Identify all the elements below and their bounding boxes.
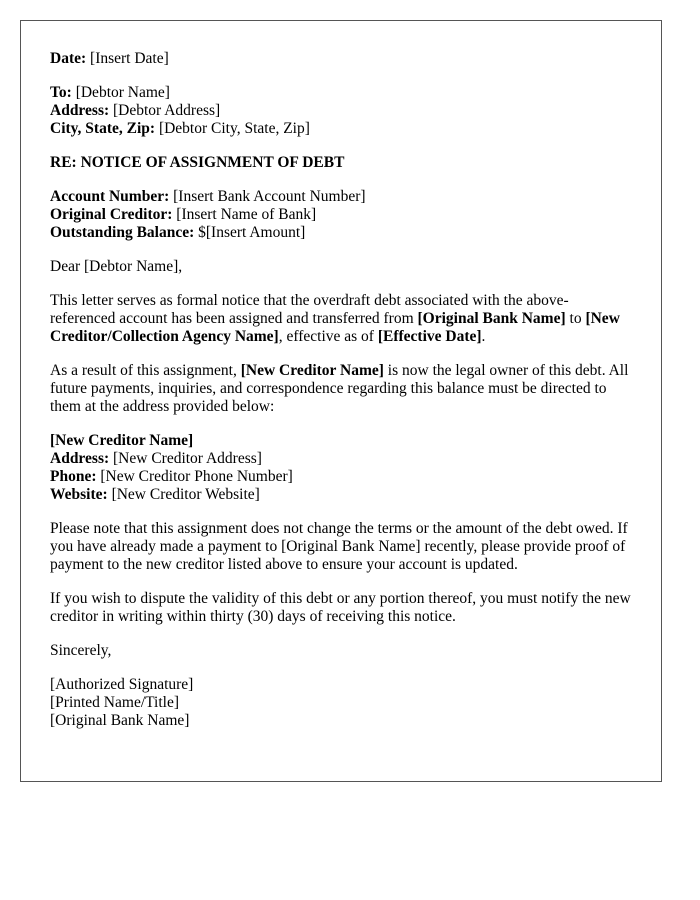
p1-text-b: to [565, 310, 586, 327]
new-creditor-name: [New Creditor Name] [50, 432, 194, 449]
p1-text-a: This letter serves as formal notice that the overdraft debt associated with the above-referenced account has been assigned and transferred from [50, 292, 569, 327]
p2-text-a: As a result of this assignment, [50, 362, 241, 379]
new-creditor-address-value: [New Creditor Address] [109, 450, 262, 467]
recipient-to-label: To: [50, 84, 72, 101]
paragraph-dispute: If you wish to dispute the validity of this debt or any portion thereof, you must notify the new creditor in writing within thirty (30) days of receiving this notice. [50, 590, 631, 625]
new-creditor-website-line [50, 486, 633, 504]
outstanding-balance-label: Outstanding Balance: [50, 224, 195, 241]
printed-name-line: [Printed Name/Title] [50, 694, 180, 711]
account-number-line [50, 188, 633, 206]
p2-text-b: is now the legal owner of this debt. All future payments, inquiries, and correspondence regarding this balance must be directed to them at the address provided below: [50, 362, 629, 415]
closing-block [50, 642, 633, 660]
paragraph-legal-owner [50, 362, 633, 416]
recipient-city-value: [Debtor City, State, Zip] [155, 120, 310, 137]
new-creditor-address-line [50, 450, 633, 468]
recipient-city-label: City, State, Zip: [50, 120, 156, 137]
subject-block [50, 154, 633, 172]
salutation: Dear [Debtor Name], [50, 258, 183, 275]
recipient-to-value: [Debtor Name] [71, 84, 170, 101]
recipient-block [50, 84, 633, 138]
new-creditor-website-value: [New Creditor Website] [107, 486, 260, 503]
paragraph-terms-note: Please note that this assignment does not change the terms or the amount of the debt owed. If you have already made a payment to [Original Bank Name] recently, please provide proof of payment to the new creditor listed above to ensure your account is updated. [50, 520, 628, 573]
date-line [50, 50, 633, 68]
account-block [50, 188, 633, 242]
new-creditor-phone-line [50, 468, 633, 486]
date-value: [Insert Date] [86, 50, 169, 67]
letter-page [20, 20, 662, 782]
date-label: Date: [50, 50, 87, 67]
outstanding-balance-line [50, 224, 633, 242]
p1-original-bank: [Original Bank Name] [417, 310, 566, 327]
signature-bank-line: [Original Bank Name] [50, 712, 190, 729]
account-number-label: Account Number: [50, 188, 170, 205]
p1-text-c: , effective as of [278, 328, 378, 345]
account-number-value: [Insert Bank Account Number] [169, 188, 366, 205]
outstanding-balance-value: $[Insert Amount] [194, 224, 306, 241]
recipient-address-value: [Debtor Address] [109, 102, 221, 119]
new-creditor-phone-value: [New Creditor Phone Number] [96, 468, 293, 485]
recipient-city-line [50, 120, 633, 138]
new-creditor-phone-label: Phone: [50, 468, 97, 485]
p2-new-creditor: [New Creditor Name] [240, 362, 384, 379]
original-creditor-value: [Insert Name of Bank] [172, 206, 317, 223]
salutation-block [50, 258, 633, 276]
closing: Sincerely, [50, 642, 112, 659]
recipient-address-label: Address: [50, 102, 110, 119]
original-creditor-label: Original Creditor: [50, 206, 173, 223]
p1-text-d: . [481, 328, 486, 345]
date-block [50, 50, 633, 68]
p1-new-creditor: [New Creditor/Collection Agency Name] [50, 310, 620, 345]
original-creditor-line [50, 206, 633, 224]
new-creditor-address-label: Address: [50, 450, 110, 467]
signature-block [50, 676, 633, 730]
new-creditor-block [50, 432, 633, 504]
subject-line: RE: NOTICE OF ASSIGNMENT OF DEBT [50, 154, 345, 171]
recipient-address-line [50, 102, 633, 120]
p1-effective-date: [Effective Date] [377, 328, 482, 345]
signature-line: [Authorized Signature] [50, 676, 194, 693]
paragraph-assignment-notice [50, 292, 633, 346]
recipient-to-line [50, 84, 633, 102]
new-creditor-website-label: Website: [50, 486, 108, 503]
